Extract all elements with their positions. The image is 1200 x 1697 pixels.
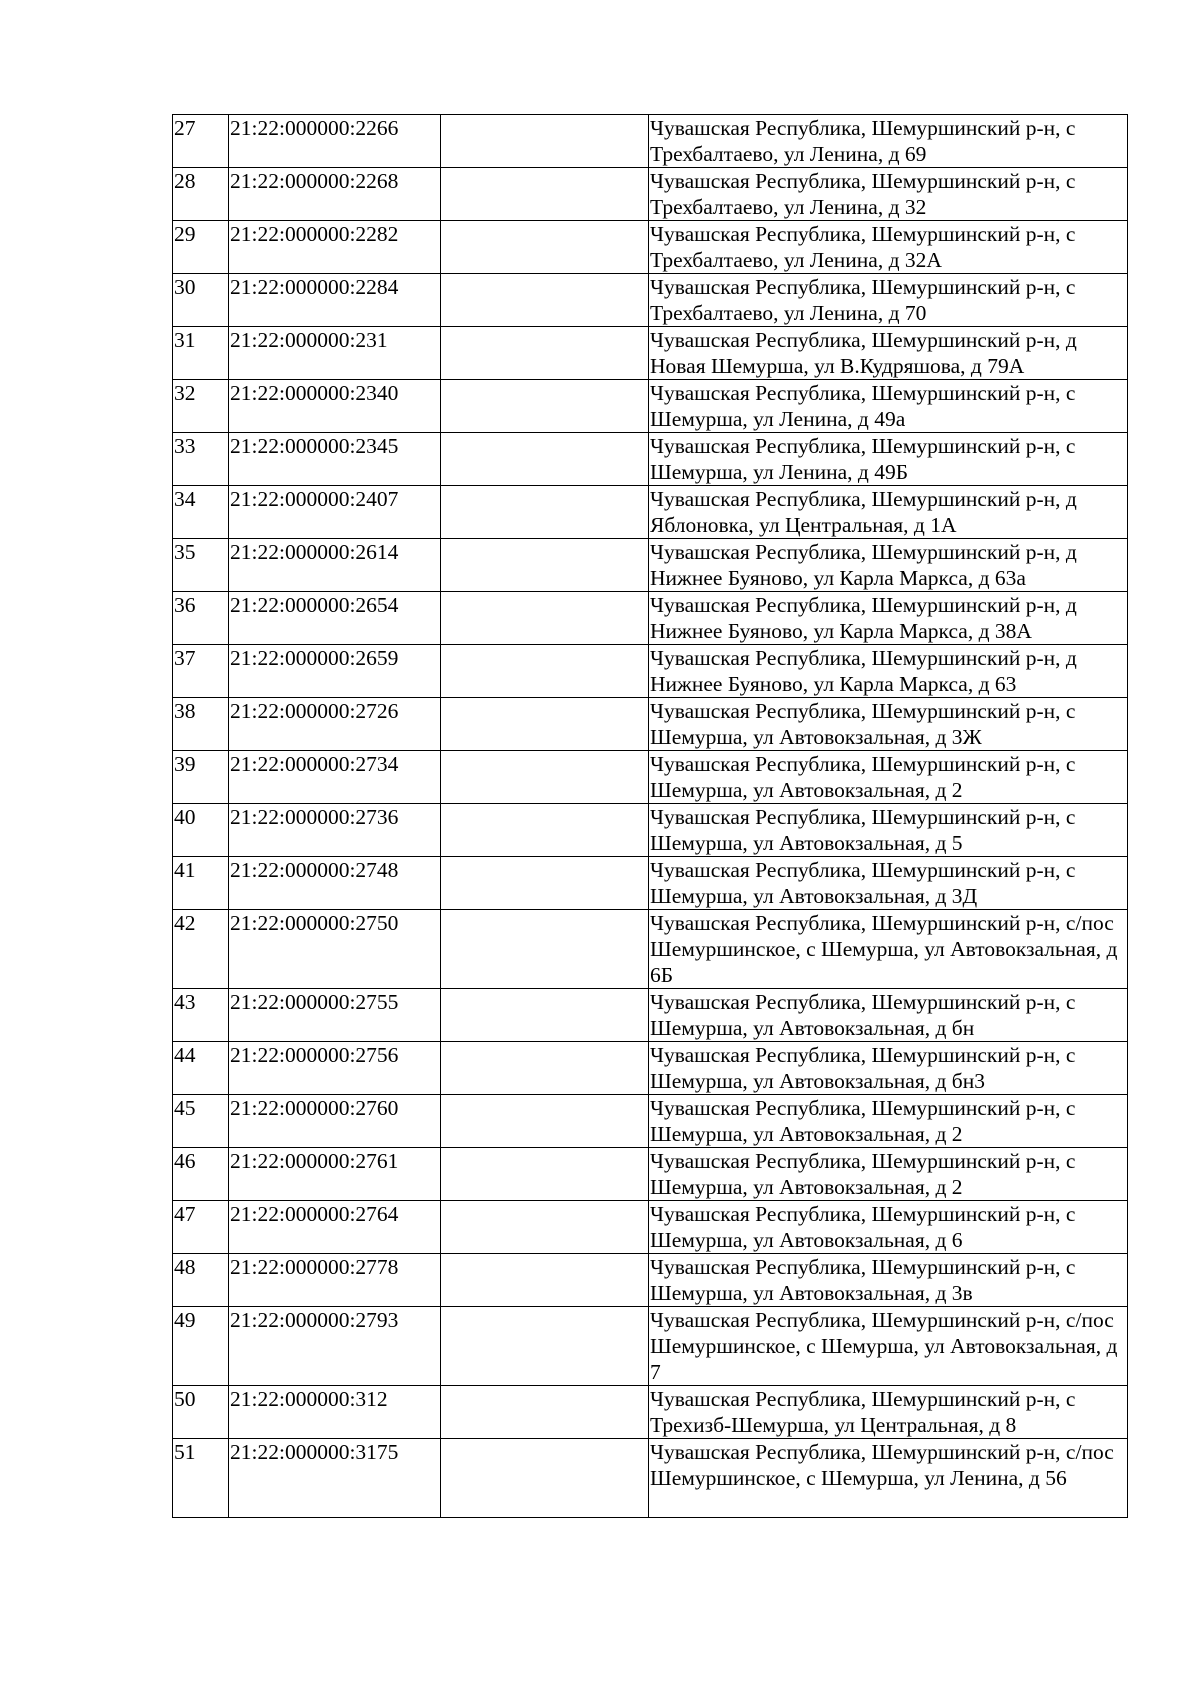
address: Чувашская Республика, Шемуршинский р-н, д Нижнее Буяново, ул Карла Маркса, д 38А — [649, 592, 1128, 645]
table-row — [173, 910, 1128, 989]
table-row — [173, 327, 1128, 380]
table-row — [173, 168, 1128, 221]
cadastral-number: 21:22:000000:2750 — [229, 910, 441, 989]
row-number: 29 — [173, 221, 229, 274]
address: Чувашская Республика, Шемуршинский р-н, с Трехбалтаево, ул Ленина, д 69 — [649, 115, 1128, 168]
row-number: 41 — [173, 857, 229, 910]
address: Чувашская Республика, Шемуршинский р-н, с Шемурша, ул Автовокзальная, д 3Ж — [649, 698, 1128, 751]
row-number: 47 — [173, 1201, 229, 1254]
table-row — [173, 486, 1128, 539]
cadastral-number: 21:22:000000:2761 — [229, 1148, 441, 1201]
table-row — [173, 1148, 1128, 1201]
row-number: 51 — [173, 1439, 229, 1518]
table-row — [173, 857, 1128, 910]
address: Чувашская Республика, Шемуршинский р-н, с Шемурша, ул Автовокзальная, д 2 — [649, 1148, 1128, 1201]
row-number: 39 — [173, 751, 229, 804]
address: Чувашская Республика, Шемуршинский р-н, с/пос Шемуршинское, с Шемурша, ул Автовокзальная, д 7 — [649, 1307, 1128, 1386]
cadastral-number: 21:22:000000:2755 — [229, 989, 441, 1042]
cadastral-number: 21:22:000000:231 — [229, 327, 441, 380]
empty-cell — [441, 1095, 649, 1148]
cadastral-number: 21:22:000000:2654 — [229, 592, 441, 645]
address: Чувашская Республика, Шемуршинский р-н, д Нижнее Буяново, ул Карла Маркса, д 63 — [649, 645, 1128, 698]
table-row — [173, 1254, 1128, 1307]
empty-cell — [441, 115, 649, 168]
empty-cell — [441, 989, 649, 1042]
table-row — [173, 1042, 1128, 1095]
empty-cell — [441, 327, 649, 380]
address: Чувашская Республика, Шемуршинский р-н, с/пос Шемуршинское, с Шемурша, ул Автовокзальная, д 6Б — [649, 910, 1128, 989]
address: Чувашская Республика, Шемуршинский р-н, с Шемурша, ул Автовокзальная, д 3Д — [649, 857, 1128, 910]
address: Чувашская Республика, Шемуршинский р-н, д Яблоновка, ул Центральная, д 1А — [649, 486, 1128, 539]
registry-table-body — [173, 115, 1128, 1518]
empty-cell — [441, 804, 649, 857]
table-row — [173, 1307, 1128, 1386]
empty-cell — [441, 1254, 649, 1307]
row-number: 45 — [173, 1095, 229, 1148]
row-number: 42 — [173, 910, 229, 989]
address: Чувашская Республика, Шемуршинский р-н, с Шемурша, ул Автовокзальная, д 5 — [649, 804, 1128, 857]
table-row — [173, 115, 1128, 168]
address: Чувашская Республика, Шемуршинский р-н, д Новая Шемурша, ул В.Кудряшова, д 79А — [649, 327, 1128, 380]
cadastral-number: 21:22:000000:2284 — [229, 274, 441, 327]
table-row — [173, 751, 1128, 804]
empty-cell — [441, 698, 649, 751]
empty-cell — [441, 1042, 649, 1095]
table-row — [173, 539, 1128, 592]
empty-cell — [441, 433, 649, 486]
cadastral-number: 21:22:000000:2764 — [229, 1201, 441, 1254]
cadastral-number: 21:22:000000:2736 — [229, 804, 441, 857]
table-row — [173, 221, 1128, 274]
row-number: 38 — [173, 698, 229, 751]
address: Чувашская Республика, Шемуршинский р-н, с Шемурша, ул Автовокзальная, д 2 — [649, 751, 1128, 804]
cadastral-number: 21:22:000000:2793 — [229, 1307, 441, 1386]
row-number: 32 — [173, 380, 229, 433]
address: Чувашская Республика, Шемуршинский р-н, с Трехбалтаево, ул Ленина, д 32А — [649, 221, 1128, 274]
cadastral-number: 21:22:000000:3175 — [229, 1439, 441, 1518]
empty-cell — [441, 592, 649, 645]
cadastral-number: 21:22:000000:2266 — [229, 115, 441, 168]
empty-cell — [441, 1307, 649, 1386]
address: Чувашская Республика, Шемуршинский р-н, с Трехбалтаево, ул Ленина, д 70 — [649, 274, 1128, 327]
cadastral-number: 21:22:000000:2748 — [229, 857, 441, 910]
row-number: 30 — [173, 274, 229, 327]
cadastral-number: 21:22:000000:2282 — [229, 221, 441, 274]
table-row — [173, 989, 1128, 1042]
cadastral-number: 21:22:000000:2726 — [229, 698, 441, 751]
table-row — [173, 433, 1128, 486]
empty-cell — [441, 1201, 649, 1254]
table-row — [173, 592, 1128, 645]
address: Чувашская Республика, Шемуршинский р-н, с Шемурша, ул Ленина, д 49Б — [649, 433, 1128, 486]
cadastral-number: 21:22:000000:2345 — [229, 433, 441, 486]
empty-cell — [441, 751, 649, 804]
address: Чувашская Республика, Шемуршинский р-н, с Шемурша, ул Ленина, д 49а — [649, 380, 1128, 433]
table-row — [173, 1439, 1128, 1518]
address: Чувашская Республика, Шемуршинский р-н, с/пос Шемуршинское, с Шемурша, ул Ленина, д 56 — [649, 1439, 1128, 1518]
row-number: 33 — [173, 433, 229, 486]
cadastral-number: 21:22:000000:2268 — [229, 168, 441, 221]
empty-cell — [441, 1386, 649, 1439]
table-row — [173, 380, 1128, 433]
table-row — [173, 645, 1128, 698]
row-number: 43 — [173, 989, 229, 1042]
cadastral-number: 21:22:000000:2340 — [229, 380, 441, 433]
address: Чувашская Республика, Шемуршинский р-н, с Шемурша, ул Автовокзальная, д 3в — [649, 1254, 1128, 1307]
row-number: 28 — [173, 168, 229, 221]
empty-cell — [441, 168, 649, 221]
row-number: 31 — [173, 327, 229, 380]
table-row — [173, 804, 1128, 857]
cadastral-number: 21:22:000000:2756 — [229, 1042, 441, 1095]
cadastral-number: 21:22:000000:2407 — [229, 486, 441, 539]
row-number: 35 — [173, 539, 229, 592]
empty-cell — [441, 274, 649, 327]
table-row — [173, 1201, 1128, 1254]
address: Чувашская Республика, Шемуршинский р-н, с Шемурша, ул Автовокзальная, д 2 — [649, 1095, 1128, 1148]
property-registry-table — [172, 114, 1128, 1518]
cadastral-number: 21:22:000000:2614 — [229, 539, 441, 592]
row-number: 44 — [173, 1042, 229, 1095]
row-number: 40 — [173, 804, 229, 857]
address: Чувашская Республика, Шемуршинский р-н, с Трехбалтаево, ул Ленина, д 32 — [649, 168, 1128, 221]
cadastral-number: 21:22:000000:312 — [229, 1386, 441, 1439]
empty-cell — [441, 645, 649, 698]
cadastral-number: 21:22:000000:2760 — [229, 1095, 441, 1148]
address: Чувашская Республика, Шемуршинский р-н, с Трехизб-Шемурша, ул Центральная, д 8 — [649, 1386, 1128, 1439]
empty-cell — [441, 910, 649, 989]
cadastral-number: 21:22:000000:2659 — [229, 645, 441, 698]
row-number: 50 — [173, 1386, 229, 1439]
row-number: 27 — [173, 115, 229, 168]
empty-cell — [441, 1148, 649, 1201]
empty-cell — [441, 486, 649, 539]
row-number: 36 — [173, 592, 229, 645]
table-row — [173, 274, 1128, 327]
table-row — [173, 698, 1128, 751]
row-number: 34 — [173, 486, 229, 539]
row-number: 49 — [173, 1307, 229, 1386]
row-number: 37 — [173, 645, 229, 698]
table-row — [173, 1386, 1128, 1439]
address: Чувашская Республика, Шемуршинский р-н, с Шемурша, ул Автовокзальная, д бн3 — [649, 1042, 1128, 1095]
cadastral-number: 21:22:000000:2778 — [229, 1254, 441, 1307]
table-row — [173, 1095, 1128, 1148]
address: Чувашская Республика, Шемуршинский р-н, д Нижнее Буяново, ул Карла Маркса, д 63а — [649, 539, 1128, 592]
row-number: 46 — [173, 1148, 229, 1201]
row-number: 48 — [173, 1254, 229, 1307]
empty-cell — [441, 380, 649, 433]
empty-cell — [441, 221, 649, 274]
empty-cell — [441, 539, 649, 592]
empty-cell — [441, 857, 649, 910]
address: Чувашская Республика, Шемуршинский р-н, с Шемурша, ул Автовокзальная, д бн — [649, 989, 1128, 1042]
empty-cell — [441, 1439, 649, 1518]
address: Чувашская Республика, Шемуршинский р-н, с Шемурша, ул Автовокзальная, д 6 — [649, 1201, 1128, 1254]
cadastral-number: 21:22:000000:2734 — [229, 751, 441, 804]
